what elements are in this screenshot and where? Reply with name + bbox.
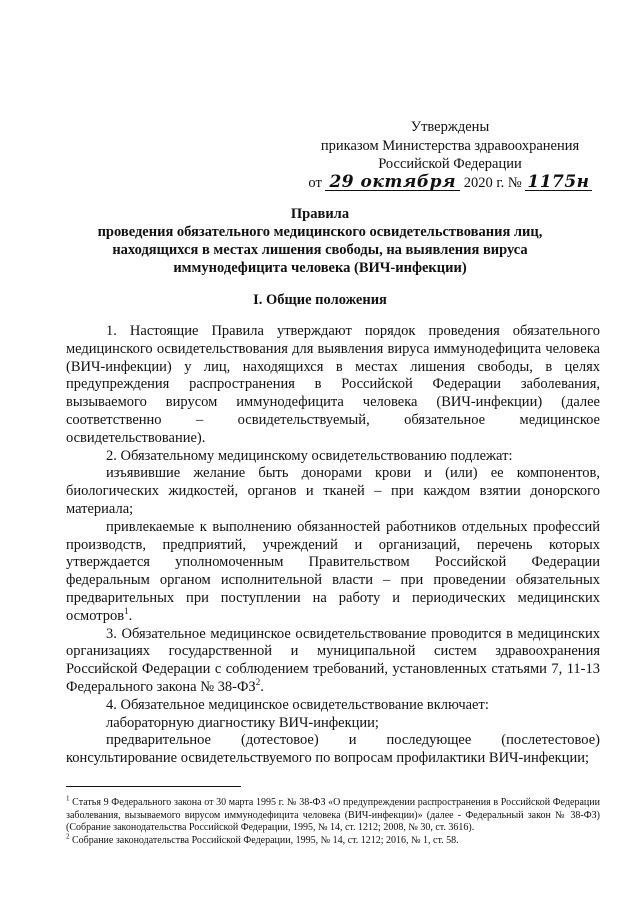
approval-date-line: [300, 171, 600, 193]
section-heading: I. Общие положения: [253, 292, 387, 308]
handwritten-order-number: 1175н: [527, 171, 590, 192]
footnote-1: [66, 794, 600, 835]
paragraph-4-text: привлекаемые к выполнению обязанностей работников отдельных профессий производств, предприятий, учреждений и организаций, перечень которых утверждается уполномоченным Правительством Российской Федерации федеральным органом исполнительной власти – при проведении обязательных предварительных при поступлении на работу и периодических медицинских осмотров: [66, 518, 600, 624]
paragraph-2: 2. Обязательному медицинскому освидетельствованию подлежат:: [106, 447, 513, 464]
paragraph-8: предварительное (дотестовое) и последующее (послетестовое) консультирование освидетельствуемого по вопросам профилактики ВИЧ-инфекции;: [66, 732, 600, 767]
paragraph-3: изъявившие желание быть донорами крови и (или) ее компонентов, биологических жидкостей, органов и тканей – при каждом взятии донорского материала;: [66, 465, 600, 517]
paragraph-6: 4. Обязательное медицинское освидетельствование включает:: [106, 696, 489, 713]
approval-line-2: приказом Министерства здравоохранения: [320, 137, 580, 154]
date-prefix: от: [308, 174, 322, 191]
footnote-ref-1: 1: [124, 605, 129, 616]
footnote-separator: [66, 786, 241, 787]
footnote-1-text: Статья 9 Федерального закона от 30 марта 1995 г. № 38-ФЗ «О предупреждении распространения в Российской Федерации заболевания, вызываемого вирусом иммунодефицита человека (ВИЧ-инфекции)» (далее - Федеральный закон № 38-ФЗ) (Собрание законодательства Российской Федерации, 1995, № 14, ст. 1212; 2008, № 30, ст. 3616).: [66, 797, 600, 834]
paragraph-5-text: 3. Обязательное медицинское освидетельствование проводится в медицинских организациях государственной и муниципальной систем здравоохранения Российской Федерации с соблюдением требований, установленных статьями 7, 11-13 Федерального закона № 38-ФЗ: [66, 625, 600, 695]
number-prefix: №: [507, 174, 522, 191]
footnote-2-mark: 2: [66, 832, 70, 841]
footnotes: [66, 794, 600, 847]
paragraph-1: 1. Настоящие Правила утверждают порядок проведения обязательного медицинского освидетельствования для выявления вируса иммунодефицита человека (ВИЧ-инфекции) у лиц, находящихся в местах лишения свободы, в целях предупреждения распространения в Российской Федерации заболевания, вызываемого вирусом иммунодефицита человека (ВИЧ-инфекции) (далее соответственно – освидетельствуемый, обязательное медицинское освидетельствование).: [66, 323, 600, 446]
footnote-1-mark: 1: [66, 794, 70, 803]
handwritten-date: 29 октября: [325, 174, 460, 191]
approval-line-1: Утверждены: [410, 119, 490, 135]
footnote-2: [66, 832, 600, 848]
document-title: [70, 205, 570, 277]
title-heading: Правила: [290, 206, 350, 222]
approval-block: [300, 118, 600, 192]
paragraph-4-end: .: [128, 607, 133, 624]
title-subtitle: проведения обязательного медицинского освидетельствования лиц, находящихся в местах лишения свободы, на выявления вируса иммунодефицита человека (ВИЧ-инфекции): [97, 224, 543, 276]
paragraph-4: [66, 519, 600, 626]
paragraph-5: [66, 626, 600, 697]
order-year: 2020 г.: [463, 174, 505, 191]
approval-line-3: Российской Федерации: [378, 156, 522, 172]
paragraph-5-end: .: [260, 678, 264, 695]
paragraph-7: лабораторную диагностику ВИЧ-инфекции;: [106, 714, 379, 731]
footnote-ref-2: 2: [255, 677, 261, 688]
footnote-2-text: Собрание законодательства Российской Федерации, 1995, № 14, ст. 1212; 2016, № 1, ст. 58.: [69, 834, 459, 846]
document-body: [66, 323, 600, 768]
